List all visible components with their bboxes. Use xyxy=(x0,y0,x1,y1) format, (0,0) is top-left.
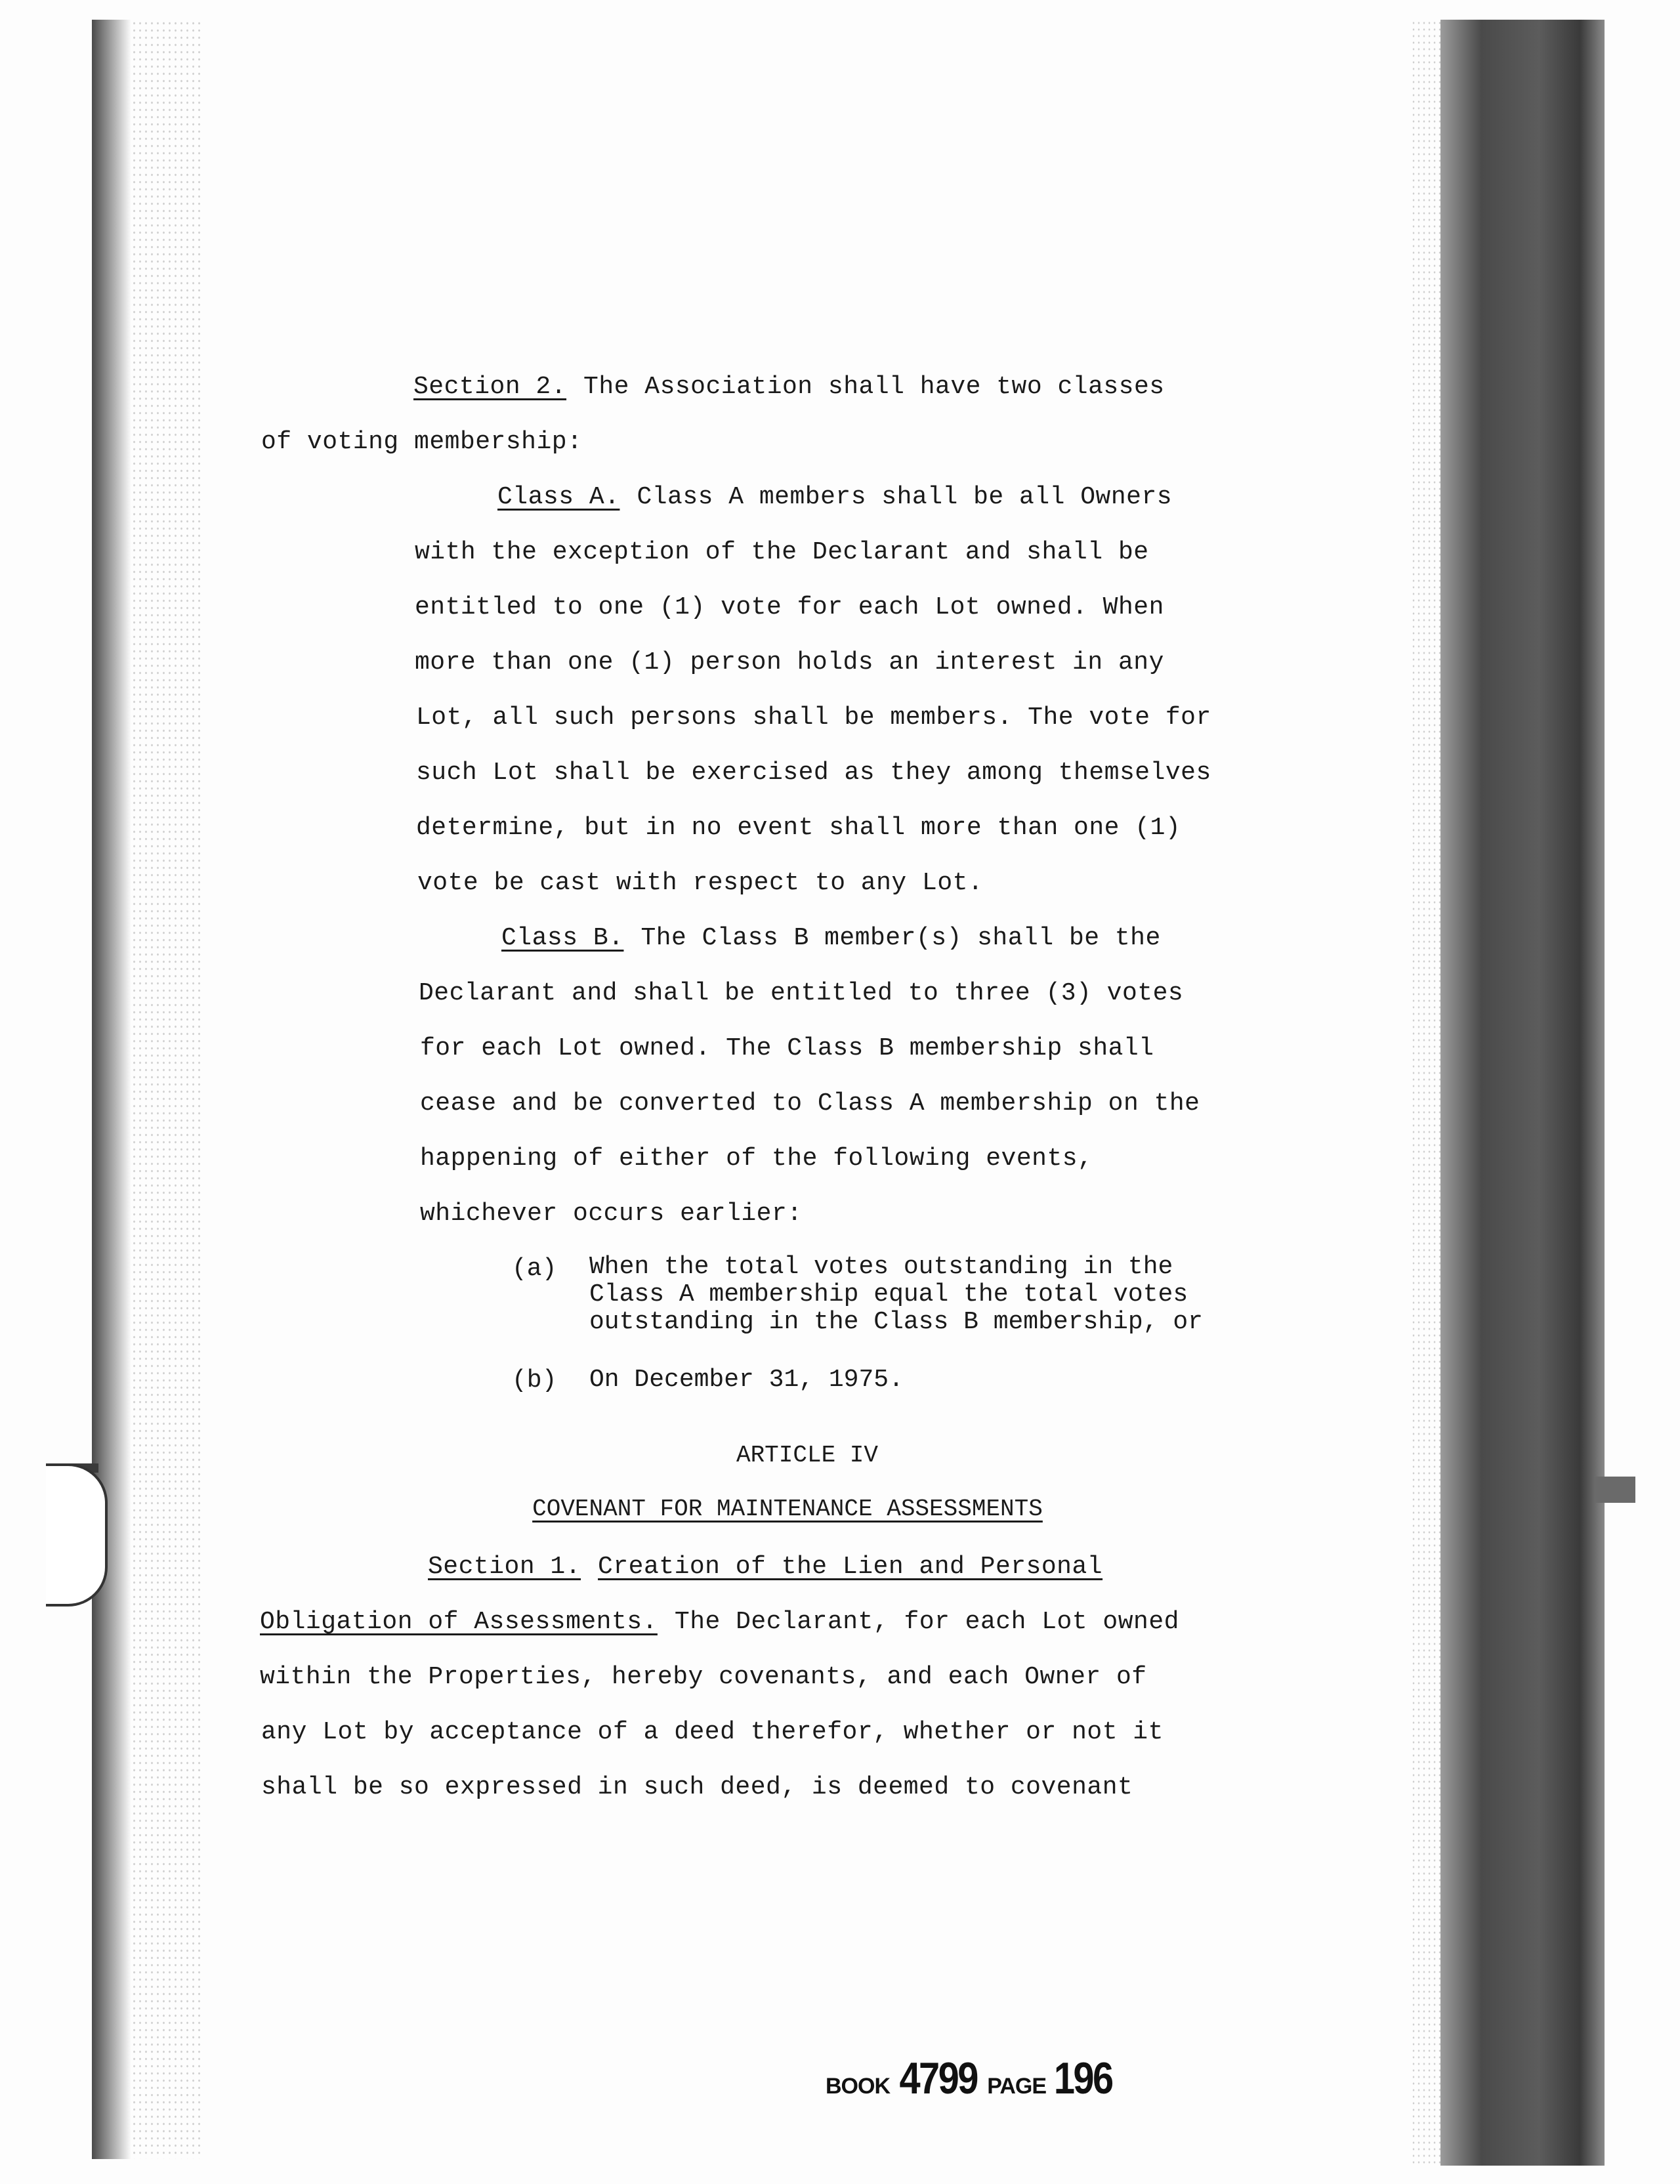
section1-heading: Section 1. xyxy=(428,1553,581,1581)
classA-text-line5: Lot, all such persons shall be members. The vote for xyxy=(416,704,1211,732)
book-page-stamp xyxy=(826,2053,1118,2104)
section2-text-line1: The Association shall have two classes xyxy=(583,373,1165,401)
classB-text-line6: whichever occurs earlier: xyxy=(420,1200,803,1228)
article-title: COVENANT FOR MAINTENANCE ASSESSMENTS xyxy=(532,1496,1043,1522)
section2-heading: Section 2. xyxy=(413,373,567,401)
article-number: ARTICLE IV xyxy=(736,1442,879,1469)
section1-text-line5: shall be so expressed in such deed, is deemed to covenant xyxy=(261,1773,1133,1801)
item-b-line1: On December 31, 1975. xyxy=(589,1366,904,1394)
classB-text-line1: The Class B member(s) shall be the xyxy=(640,924,1161,952)
section1-title-part2: Obligation of Assessments. xyxy=(260,1608,658,1636)
classB-text-line4: cease and be converted to Class A membership on the xyxy=(420,1089,1200,1118)
item-a-line1: When the total votes outstanding in the xyxy=(589,1253,1173,1281)
book-label: BOOK xyxy=(826,2074,890,2099)
item-a-line2: Class A membership equal the total votes xyxy=(589,1280,1188,1309)
classA-line1 xyxy=(497,483,1172,512)
classA-heading: Class A. xyxy=(497,483,620,511)
section1-line1 xyxy=(428,1553,1102,1582)
book-number: 4799 xyxy=(899,2053,978,2103)
section1-text-line2: The Declarant, for each Lot owned xyxy=(674,1608,1179,1636)
item-a-line3: outstanding in the Class B membership, or xyxy=(589,1308,1203,1336)
section1-line2 xyxy=(260,1608,1179,1637)
section2-line1 xyxy=(413,373,1165,402)
section2-text-line2: of voting membership: xyxy=(261,428,583,456)
classB-text-line3: for each Lot owned. The Class B membership shall xyxy=(420,1034,1154,1062)
classB-text-line2: Declarant and shall be entitled to three (3) votes xyxy=(419,979,1184,1007)
classB-heading: Class B. xyxy=(501,924,624,952)
classA-text-line1: Class A members shall be all Owners xyxy=(637,483,1173,511)
page-label: PAGE xyxy=(987,2074,1047,2099)
item-a-label: (a) xyxy=(512,1255,557,1283)
section1-text-line4: any Lot by acceptance of a deed therefor, whether or not it xyxy=(261,1718,1164,1746)
section1-title-part1: Creation of the Lien and Personal xyxy=(598,1553,1103,1581)
classA-text-line6: such Lot shall be exercised as they among themselves xyxy=(416,759,1211,787)
classA-text-line8: vote be cast with respect to any Lot. xyxy=(417,869,984,897)
page-number: 196 xyxy=(1054,2053,1113,2103)
classA-text-line7: determine, but in no event shall more than one (1) xyxy=(416,814,1181,842)
classA-text-line4: more than one (1) person holds an interest in any xyxy=(415,648,1164,677)
item-b-label: (b) xyxy=(512,1366,557,1395)
classA-text-line2: with the exception of the Declarant and shall be xyxy=(415,538,1149,566)
classB-line1 xyxy=(501,924,1161,953)
section1-text-line3: within the Properties, hereby covenants, and each Owner of xyxy=(260,1663,1147,1691)
classB-text-line5: happening of either of the following events, xyxy=(420,1144,1093,1173)
classA-text-line3: entitled to one (1) vote for each Lot owned. When xyxy=(415,593,1164,621)
